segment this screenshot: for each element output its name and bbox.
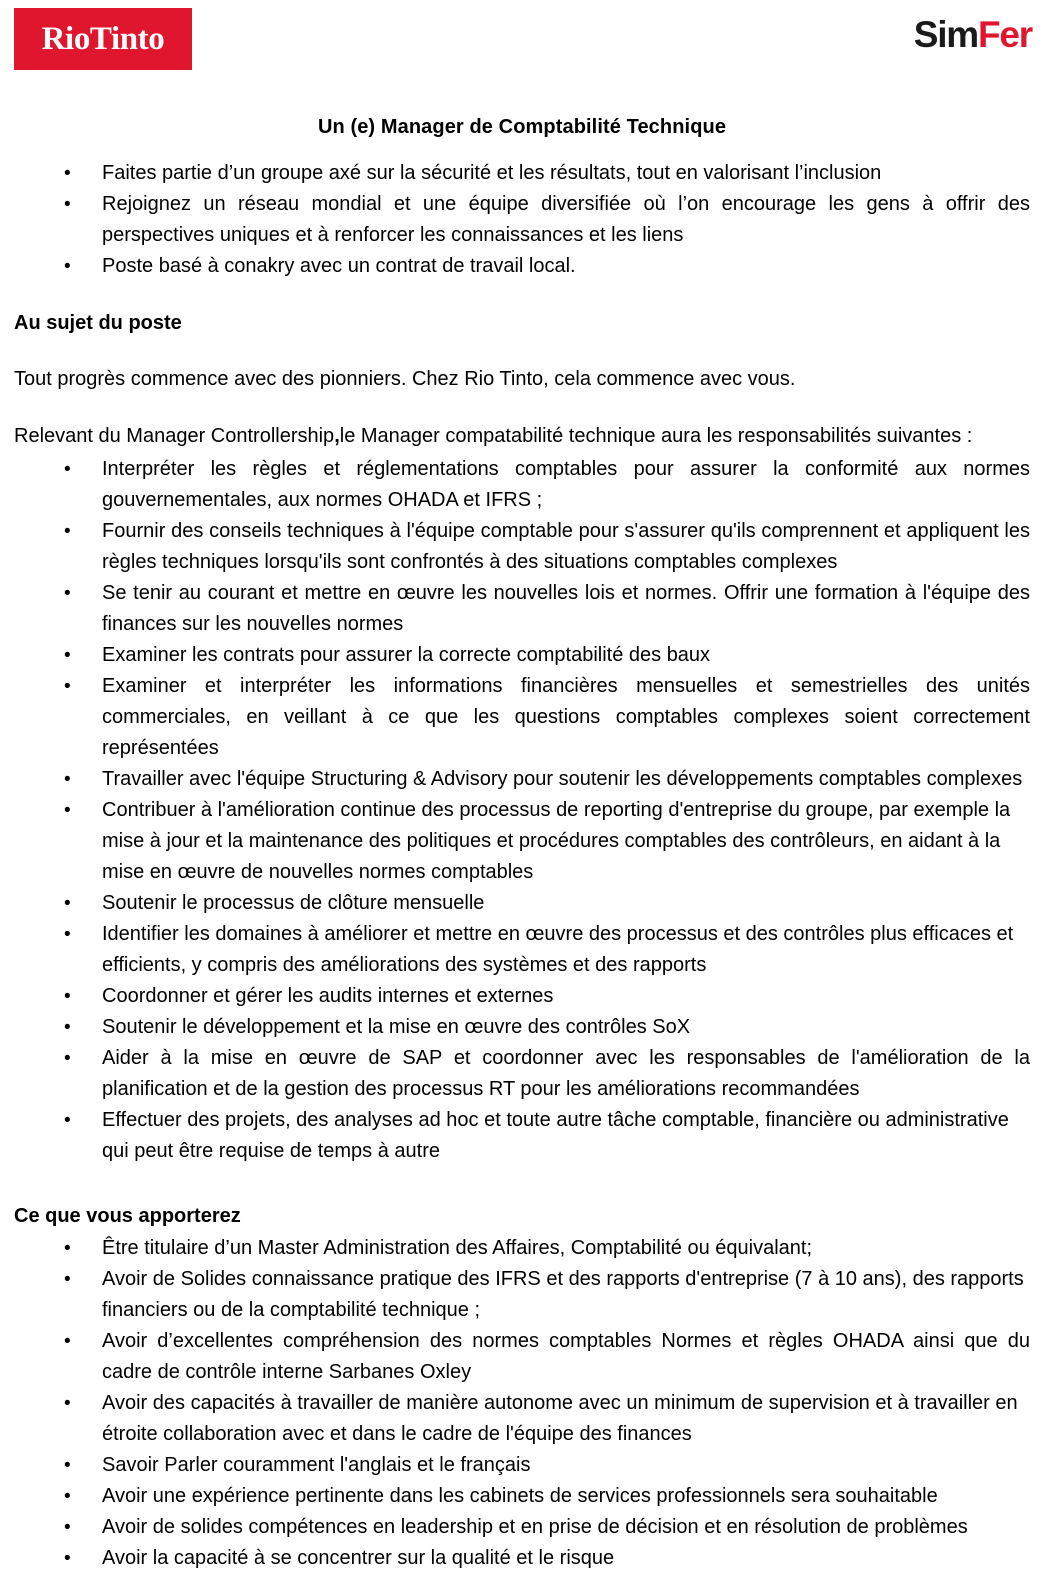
- about-paragraph-2-tail: le Manager compatabilité technique aura les responsabilités suivantes :: [339, 425, 973, 447]
- simfer-logo: [914, 16, 1032, 53]
- rio-tinto-logo: [14, 8, 192, 70]
- requirements-bullet-list: [14, 1233, 1030, 1574]
- about-paragraph-1: Tout progrès commence avec des pionniers. Chez Rio Tinto, cela commence avec vous.: [14, 368, 796, 390]
- list-item: • Fournir des conseils techniques à l'équipe comptable pour s'assurer qu'ils comprennent et appliquent les règles techniques lorsqu'ils sont confrontés à des situations comptables complexes: [14, 516, 1030, 578]
- list-item: • Rejoignez un réseau mondial et une équipe diversifiée où l’on encourage les gens à offrir des perspectives uniques et à renforcer les connaissances et les liens: [14, 189, 1030, 251]
- list-item: • Avoir de solides compétences en leadership et en prise de décision et en résolution de problèmes: [14, 1512, 1030, 1543]
- list-item: • Poste basé à conakry avec un contrat de travail local.: [14, 251, 1030, 282]
- simfer-wordmark-fer: Fer: [978, 14, 1032, 55]
- list-item: • Se tenir au courant et mettre en œuvre les nouvelles lois et normes. Offrir une formation à l'équipe des finances sur les nouvelles normes: [14, 578, 1030, 640]
- list-item: • Avoir une expérience pertinente dans les cabinets de services professionnels sera souhaitable: [14, 1481, 1030, 1512]
- list-item: • Avoir la capacité à se concentrer sur la qualité et le risque: [14, 1543, 1030, 1574]
- simfer-wordmark-sim: Sim: [913, 14, 979, 55]
- list-item: • Avoir des capacités à travailler de manière autonome avec un minimum de supervision et à travailler en étroite collaboration avec et dans le cadre de l'équipe des finances: [14, 1388, 1030, 1450]
- list-item: • Effectuer des projets, des analyses ad hoc et toute autre tâche comptable, financière ou administrative qui peut être requise de temps à autre: [14, 1105, 1030, 1167]
- list-item: • Coordonner et gérer les audits internes et externes: [14, 981, 1030, 1012]
- list-item: • Avoir d’excellentes compréhension des normes comptables Normes et règles OHADA ainsi que du cadre de contrôle interne Sarbanes Oxley: [14, 1326, 1030, 1388]
- section-heading-about: Au sujet du poste: [14, 312, 182, 334]
- list-item: • Identifier les domaines à améliorer et mettre en œuvre des processus et des contrôles plus efficaces et efficients, y compris des améliorations des systèmes et des rapports: [14, 919, 1030, 981]
- list-item: • Travailler avec l'équipe Structuring & Advisory pour soutenir les développements comptables complexes: [14, 764, 1030, 795]
- responsibilities-bullet-list: [14, 454, 1030, 1167]
- list-item: • Savoir Parler couramment l'anglais et le français: [14, 1450, 1030, 1481]
- document-content: [0, 112, 1048, 1574]
- list-item: • Soutenir le développement et la mise en œuvre des contrôles SoX: [14, 1012, 1030, 1043]
- list-item: • Contribuer à l'amélioration continue des processus de reporting d'entreprise du groupe, par exemple la mise à jour et la maintenance des politiques et procédures comptables des contrôleurs, en aidant à la mise en œuvre de nouvelles normes comptables: [14, 795, 1030, 888]
- list-item: • Aider à la mise en œuvre de SAP et coordonner avec les responsables de l'amélioration de la planification et de la gestion des processus RT pour les améliorations recommandées: [14, 1043, 1030, 1105]
- rio-tinto-wordmark: RioTinto: [41, 20, 165, 57]
- list-item: • Examiner et interpréter les informations financières mensuelles et semestrielles des unités commerciales, en veillant à ce que les questions comptables complexes soient correctement représentées: [14, 671, 1030, 764]
- list-item: • Faites partie d’un groupe axé sur la sécurité et les résultats, tout en valorisant l’inclusion: [14, 158, 1030, 189]
- page-title: Un (e) Manager de Comptabilité Technique: [317, 116, 727, 138]
- intro-bullet-list: [14, 158, 1030, 282]
- about-paragraph-2-lead: Relevant du Manager Controllership: [14, 425, 335, 447]
- list-item: • Interpréter les règles et réglementations comptables pour assurer la conformité aux normes gouvernementales, aux normes OHADA et IFRS ;: [14, 454, 1030, 516]
- list-item: • Avoir de Solides connaissance pratique des IFRS et des rapports d'entreprise (7 à 10 ans), des rapports financiers ou de la comptabilité technique ;: [14, 1264, 1030, 1326]
- about-paragraph-2: [14, 421, 1030, 452]
- about-paragraph-2-comma: ,: [334, 425, 340, 447]
- section-heading-bring: Ce que vous apporterez: [14, 1205, 241, 1227]
- list-item: • Soutenir le processus de clôture mensuelle: [14, 888, 1030, 919]
- list-item: • Examiner les contrats pour assurer la correcte comptabilité des baux: [14, 640, 1030, 671]
- document-header: [0, 0, 1048, 90]
- list-item: • Être titulaire d’un Master Administration des Affaires, Comptabilité ou équivalant;: [14, 1233, 1030, 1264]
- section-spacer: [14, 1167, 1030, 1201]
